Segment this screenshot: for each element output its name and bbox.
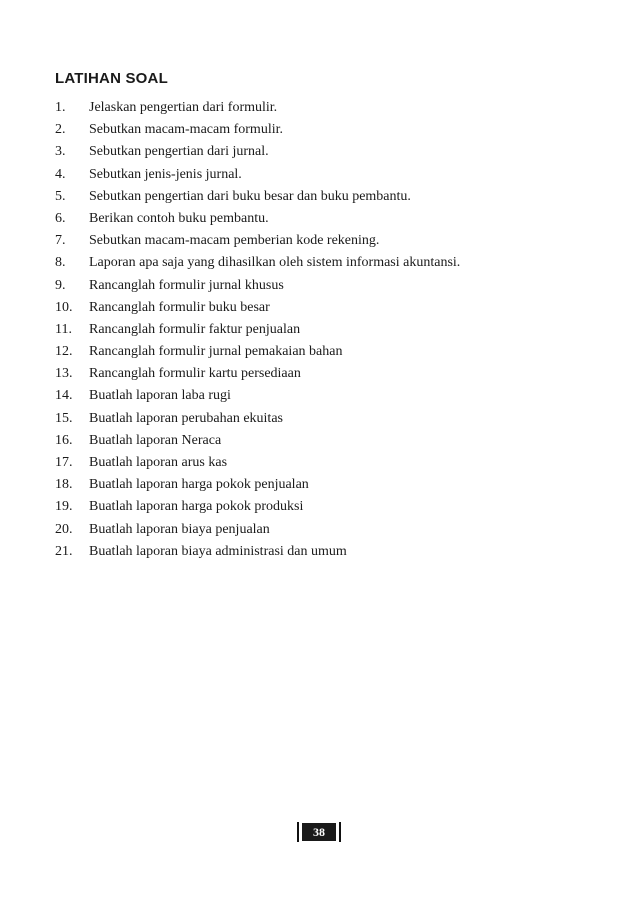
item-text: Sebutkan pengertian dari jurnal. — [89, 144, 269, 160]
item-text: Sebutkan macam-macam pemberian kode rekening. — [89, 233, 380, 249]
list-item — [55, 119, 460, 141]
item-text: Berikan contoh buku pembantu. — [89, 210, 269, 226]
page-number-right-bar — [339, 822, 341, 842]
page-number: 38 — [302, 823, 336, 841]
item-number: 3. — [55, 144, 66, 160]
section-title: LATIHAN SOAL — [55, 70, 168, 87]
item-text: Rancanglah formulir kartu persediaan — [89, 366, 301, 382]
list-item — [55, 230, 460, 252]
item-number: 2. — [55, 122, 66, 138]
list-item — [55, 319, 460, 341]
item-number: 15. — [55, 410, 73, 426]
list-item — [55, 408, 460, 430]
list-item — [55, 164, 460, 186]
item-number: 5. — [55, 188, 66, 204]
list-item — [55, 519, 460, 541]
question-list — [55, 97, 460, 563]
item-text: Jelaskan pengertian dari formulir. — [89, 100, 278, 115]
item-number: 16. — [55, 432, 73, 448]
item-text: Laporan apa saja yang dihasilkan oleh sistem informasi akuntansi. — [89, 255, 461, 271]
list-item — [55, 385, 460, 407]
list-item — [55, 474, 460, 496]
list-item — [55, 208, 460, 230]
item-text: Buatlah laporan arus kas — [89, 455, 228, 470]
list-item — [55, 97, 460, 119]
item-number: 20. — [55, 521, 73, 537]
item-text: Buatlah laporan harga pokok produksi — [89, 499, 304, 515]
page-number-left-bar — [297, 822, 299, 842]
list-item — [55, 297, 460, 319]
list-item — [55, 452, 460, 474]
item-number: 8. — [55, 255, 66, 271]
list-item — [55, 341, 460, 363]
item-text: Buatlah laporan biaya penjualan — [89, 521, 270, 537]
list-item — [55, 275, 460, 297]
item-text: Buatlah laporan perubahan ekuitas — [89, 410, 283, 426]
item-text: Buatlah laporan harga pokok penjualan — [89, 477, 309, 493]
item-text: Rancanglah formulir buku besar — [89, 299, 270, 315]
list-item — [55, 252, 460, 274]
item-number: 6. — [55, 210, 66, 226]
item-text: Rancanglah formulir faktur penjualan — [89, 321, 301, 337]
list-item — [55, 496, 460, 518]
item-number: 21. — [55, 543, 73, 559]
item-text: Buatlah laporan laba rugi — [89, 388, 231, 404]
item-number: 7. — [55, 233, 66, 249]
list-item — [55, 430, 460, 452]
item-text: Rancanglah formulir jurnal khusus — [89, 277, 284, 293]
item-number: 17. — [55, 455, 73, 470]
list-item — [55, 363, 460, 385]
item-text: Buatlah laporan biaya administrasi dan umum — [89, 543, 347, 559]
list-item — [55, 186, 460, 208]
item-number: 11. — [55, 321, 72, 337]
item-number: 12. — [55, 344, 73, 360]
item-text: Buatlah laporan Neraca — [89, 432, 222, 448]
item-number: 1. — [55, 100, 66, 115]
list-item — [55, 141, 460, 163]
item-number: 4. — [55, 166, 66, 182]
list-item — [55, 541, 460, 563]
item-number: 19. — [55, 499, 73, 515]
item-number: 9. — [55, 277, 66, 293]
item-number: 13. — [55, 366, 73, 382]
item-text: Sebutkan macam-macam formulir. — [89, 122, 283, 138]
item-number: 10. — [55, 299, 73, 315]
item-text: Sebutkan pengertian dari buku besar dan buku pembantu. — [89, 188, 411, 204]
item-number: 14. — [55, 388, 73, 404]
page-number-badge — [297, 822, 341, 842]
item-text: Rancanglah formulir jurnal pemakaian bahan — [89, 344, 343, 360]
item-text: Sebutkan jenis-jenis jurnal. — [89, 166, 242, 182]
item-number: 18. — [55, 477, 73, 493]
